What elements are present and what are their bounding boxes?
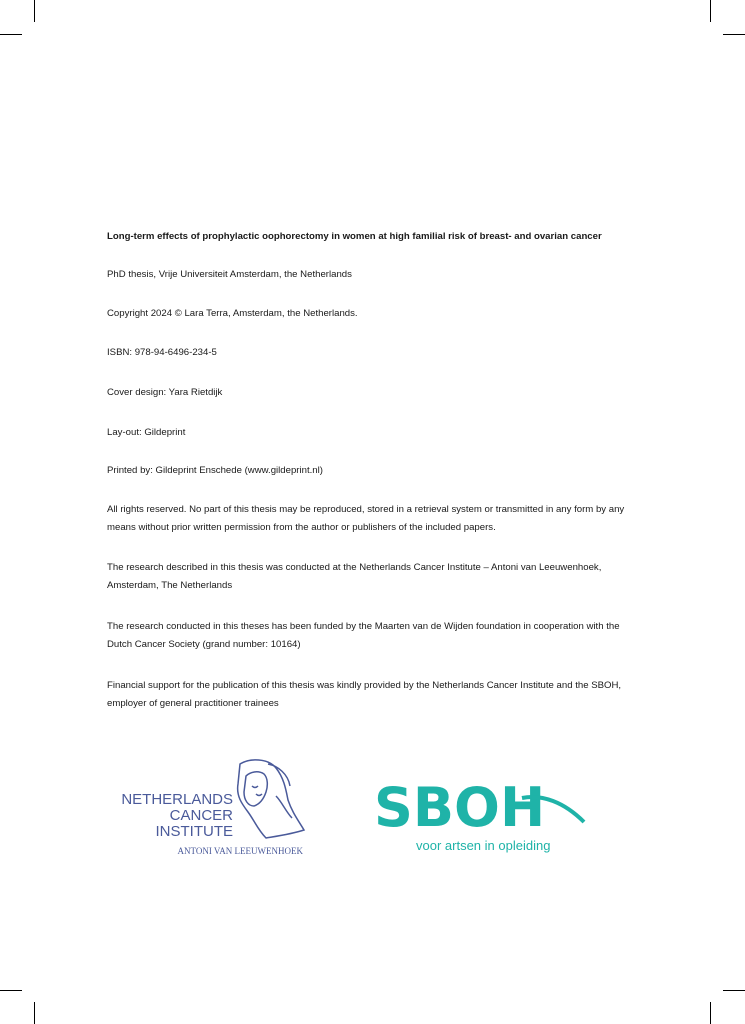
printed-by-line: Printed by: Gildeprint Enschede (www.gildeprint.nl) — [107, 465, 323, 476]
financial-paragraph: Financial support for the publication of this thesis was kindly provided by the Netherlands Cancer Institute and the SBOH, employer of general practitioner trainees — [107, 680, 622, 709]
isbn-line: ISBN: 978-94-6496-234-5 — [107, 347, 217, 358]
nki-line3: INSTITUTE — [155, 823, 233, 840]
crop-mark — [0, 990, 22, 991]
funding-paragraph: The research conducted in this theses has been funded by the Maarten van de Wijden foundation in cooperation with the Dutch Cancer Society (grand number: 10164) — [107, 621, 620, 650]
crop-mark — [723, 34, 745, 35]
crop-mark — [710, 1002, 711, 1024]
sboh-logo — [372, 770, 592, 860]
research-paragraph: The research described in this thesis was conducted at the Netherlands Cancer Institute – Antoni van Leeuwenhoek, Amsterdam, The Netherlands — [107, 562, 602, 591]
nki-line1: NETHERLANDS — [121, 791, 233, 808]
crop-mark — [710, 0, 711, 22]
sboh-tagline: voor artsen in opleiding — [416, 838, 551, 853]
rights-paragraph: All rights reserved. No part of this thesis may be reproduced, stored in a retrieval system or transmitted in any form by any means without prior written permission from the author or publishers of the included papers. — [107, 504, 625, 533]
layout-line: Lay-out: Gildeprint — [107, 427, 186, 438]
sboh-name: SBOH — [374, 776, 546, 839]
crop-mark — [34, 1002, 35, 1024]
cover-design-line: Cover design: Yara Rietdijk — [107, 387, 223, 398]
crop-mark — [723, 990, 745, 991]
copyright-line: Copyright 2024 © Lara Terra, Amsterdam, the Netherlands. — [107, 308, 358, 319]
nki-logo — [118, 756, 318, 860]
thesis-institution: PhD thesis, Vrije Universiteit Amsterdam, the Netherlands — [107, 269, 352, 280]
crop-mark — [0, 34, 22, 35]
thesis-title: Long-term effects of prophylactic oophorectomy in women at high familial risk of breast- and ovarian cancer — [107, 231, 602, 242]
nki-line2: CANCER — [169, 807, 233, 824]
crop-mark — [34, 0, 35, 22]
nki-line4: ANTONI VAN LEEUWENHOEK — [177, 846, 303, 856]
